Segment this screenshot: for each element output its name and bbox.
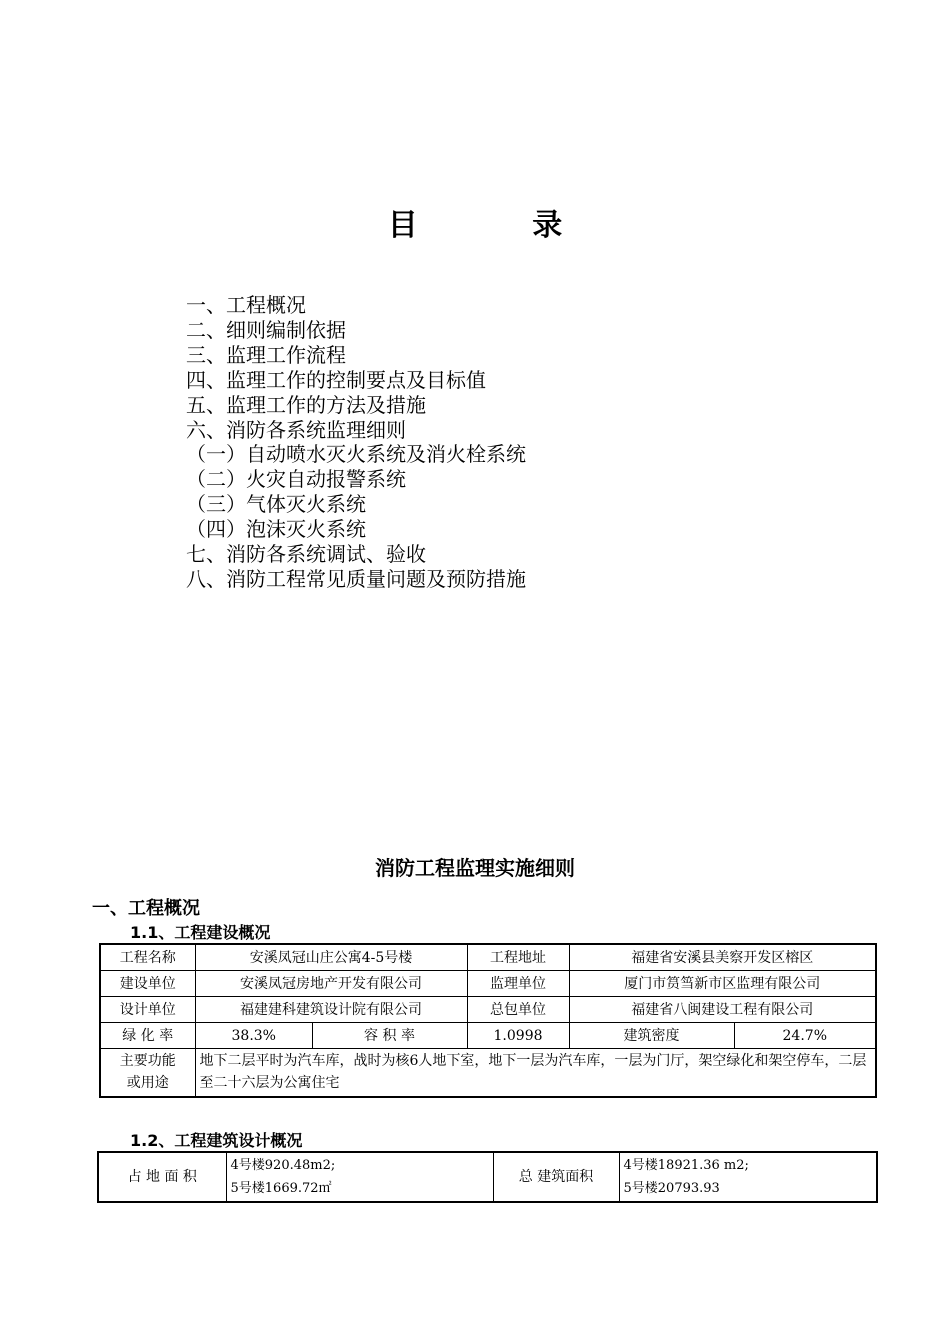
table-cell: 福建省八闽建设工程有限公司	[569, 997, 876, 1023]
table-row	[100, 944, 876, 971]
document-title: 消防工程监理实施细则	[375, 856, 575, 880]
table-cell: 总 建筑面积	[493, 1152, 619, 1202]
project-overview-table	[99, 943, 877, 1098]
table-cell: 绿 化 率	[100, 1023, 195, 1049]
table-cell	[100, 1049, 195, 1097]
toc-title: 目 录	[387, 208, 615, 243]
table-row	[100, 997, 876, 1023]
toc-item[interactable]: （一）自动喷水灭火系统及消火栓系统	[186, 442, 526, 467]
toc-item[interactable]: （四）泡沫灭火系统	[186, 517, 366, 542]
table-cell: 厦门市筼筜新市区监理有限公司	[569, 971, 876, 997]
subsection-heading: 1.2、工程建筑设计概况	[130, 1131, 303, 1150]
value-line: 4号楼920.48m2;	[230, 1158, 336, 1173]
toc-item[interactable]: 三、监理工作流程	[186, 342, 346, 367]
table-row	[100, 1023, 876, 1049]
toc-list	[186, 293, 526, 592]
table-cell: 福建省安溪县美察开发区榕区	[569, 944, 876, 971]
table-cell: 占 地 面 积	[98, 1152, 226, 1202]
table-cell: 监理单位	[467, 971, 569, 997]
toc-item[interactable]: （三）气体灭火系统	[186, 492, 366, 517]
toc-item[interactable]: 八、消防工程常见质量问题及预防措施	[186, 566, 526, 591]
table-cell: 总包单位	[467, 997, 569, 1023]
subsection-heading: 1.1、工程建设概况	[130, 923, 271, 942]
toc-item[interactable]: 二、细则编制依据	[186, 317, 346, 342]
value-line: 5号楼20793.93	[623, 1181, 720, 1196]
table-cell: 建筑密度	[569, 1023, 734, 1049]
table-cell: 安溪凤冠山庄公寓4-5号楼	[195, 944, 467, 971]
building-design-table	[97, 1151, 878, 1203]
table-cell	[226, 1152, 493, 1202]
table-cell: 24.7%	[734, 1023, 876, 1049]
table-cell	[619, 1152, 877, 1202]
value-line: 4号楼18921.36 m2;	[623, 1158, 749, 1173]
section-heading: 一、工程概况	[92, 898, 200, 919]
label-line: 或用途	[126, 1075, 169, 1092]
table-cell: 设计单位	[100, 997, 195, 1023]
toc-item[interactable]: （二）火灾自动报警系统	[186, 467, 406, 492]
value-line: 5号楼1669.72㎡	[230, 1181, 332, 1196]
toc-item[interactable]: 四、监理工作的控制要点及目标值	[186, 367, 486, 392]
toc-item[interactable]: 七、消防各系统调试、验收	[186, 542, 426, 567]
toc-item[interactable]: 五、监理工作的方法及措施	[186, 392, 426, 417]
table-cell: 建设单位	[100, 971, 195, 997]
table-cell: 安溪凤冠房地产开发有限公司	[195, 971, 467, 997]
table-cell: 工程地址	[467, 944, 569, 971]
toc-item[interactable]: 六、消防各系统监理细则	[186, 417, 406, 442]
table-cell: 1.0998	[467, 1023, 569, 1049]
table-row	[98, 1152, 877, 1202]
table-cell: 38.3%	[195, 1023, 312, 1049]
table-cell: 容 积 率	[312, 1023, 467, 1049]
table-row	[100, 1049, 876, 1097]
toc-item[interactable]: 一、工程概况	[186, 293, 306, 317]
table-cell: 地下二层平时为汽车库，战时为核6人地下室，地下一层为汽车库，一层为门厅，架空绿化和架空停车，二层至二十六层为公寓住宅	[195, 1049, 876, 1097]
label-line: 主要功能	[119, 1053, 176, 1070]
table-cell: 福建建科建筑设计院有限公司	[195, 997, 467, 1023]
table-cell: 工程名称	[100, 944, 195, 971]
table-row	[100, 971, 876, 997]
